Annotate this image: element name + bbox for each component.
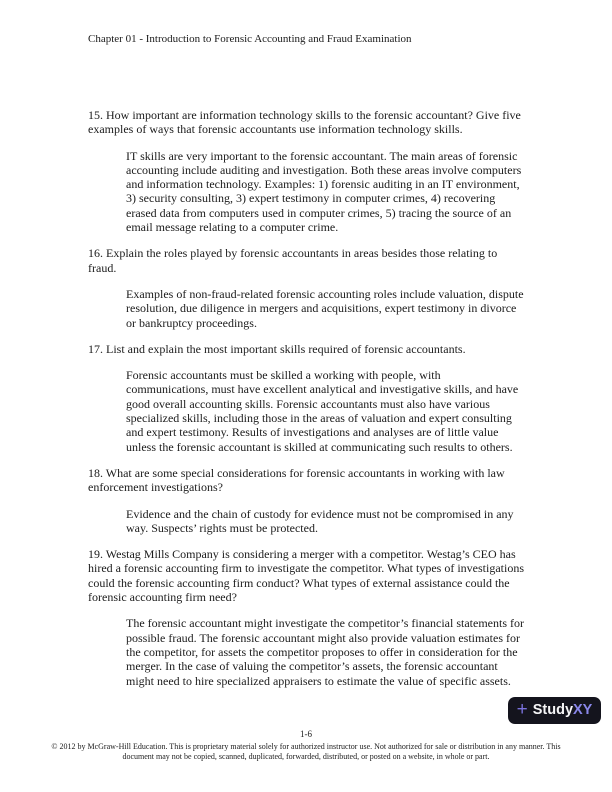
plus-icon: + [516,699,528,720]
question-text: 17. List and explain the most important skills required of forensic accountants. [88,341,466,356]
studyxy-watermark[interactable] [508,697,601,724]
answer-text: Evidence and the chain of custody for evidence must not be compromised in any way. Suspects’ rights must be protected. [126,506,514,535]
page-content [88,108,524,688]
studyxy-logo-study: Study [532,702,574,719]
qa-item-18 [88,466,524,535]
question-text: 15. How important are information technology skills to the forensic accountant? Give five examples of ways that forensic accountants use information technology skills. [88,108,521,137]
answer-text: Examples of non-fraud-related forensic accounting roles include valuation, dispute resolution, due diligence in mergers and acquisitions, expert testimony in divorce or bankruptcy proceedings. [126,286,524,330]
studyxy-logo-text [533,703,593,718]
answer-text: The forensic accountant might investigate the competitor’s financial statements for possible fraud. The forensic accountant might also provide valuation estimates for the competitor, for assets the competitor proposes to offer in consideration for the merger. In the case of valuing the competitor’s assets, the forensic accountant might need to hire specialized appraisers to estimate the value of specific assets. [126,616,524,688]
page-number: 1-6 [300,729,312,739]
answer-text: Forensic accountants must be skilled a working with people, with communications, must have excellent analytical and investigative skills, and have good overall accounting skills. Forensic accountants must also have various specialized skills, including those in the areas of valuation and expert consulting and expert testimony. Results of investigations and analyses are of little value unless the forensic accountant is skilled at communicating such results to others. [126,368,519,454]
question-text: 19. Westag Mills Company is considering a merger with a competitor. Westag’s CEO has hired a forensic accounting firm to investigate the competitor. What types of investigations could the forensic accounting firm conduct? What types of external assistance could the forensic accounting firm need? [88,547,524,605]
page-footer [0,729,612,761]
question-text: 18. What are some special considerations for forensic accountants in working with law enforcement investigations? [88,465,505,495]
question-text: 16. Explain the roles played by forensic accountants in areas besides those relating to fraud. [88,246,498,275]
qa-item-15 [88,108,524,234]
qa-item-16 [88,246,524,329]
qa-item-19 [88,547,524,688]
qa-item-17 [88,342,524,454]
copyright-notice: © 2012 by McGraw-Hill Education. This is proprietary material solely for authorized instructor use. Not authorized for sale or distribution in any manner. This document may not be copied, scanned, duplicated, forwarded, distributed, or posted on a website, in whole or part. [51,742,561,761]
studyxy-logo-xy: XY [573,702,593,719]
running-header: Chapter 01 - Introduction to Forensic Accounting and Fraud Examination [88,33,412,45]
answer-text: IT skills are very important to the forensic accountant. The main areas of forensic accounting include auditing and investigation. Both these areas involve computers and information technology. Examples: 1) forensic auditing in an IT environment, 3) security consulting, 3) expert testimony in computer crimes, 4) recovering erased data from computers used in computer crimes, 5) tracing the source of an email message relating to a computer crime. [126,148,522,235]
